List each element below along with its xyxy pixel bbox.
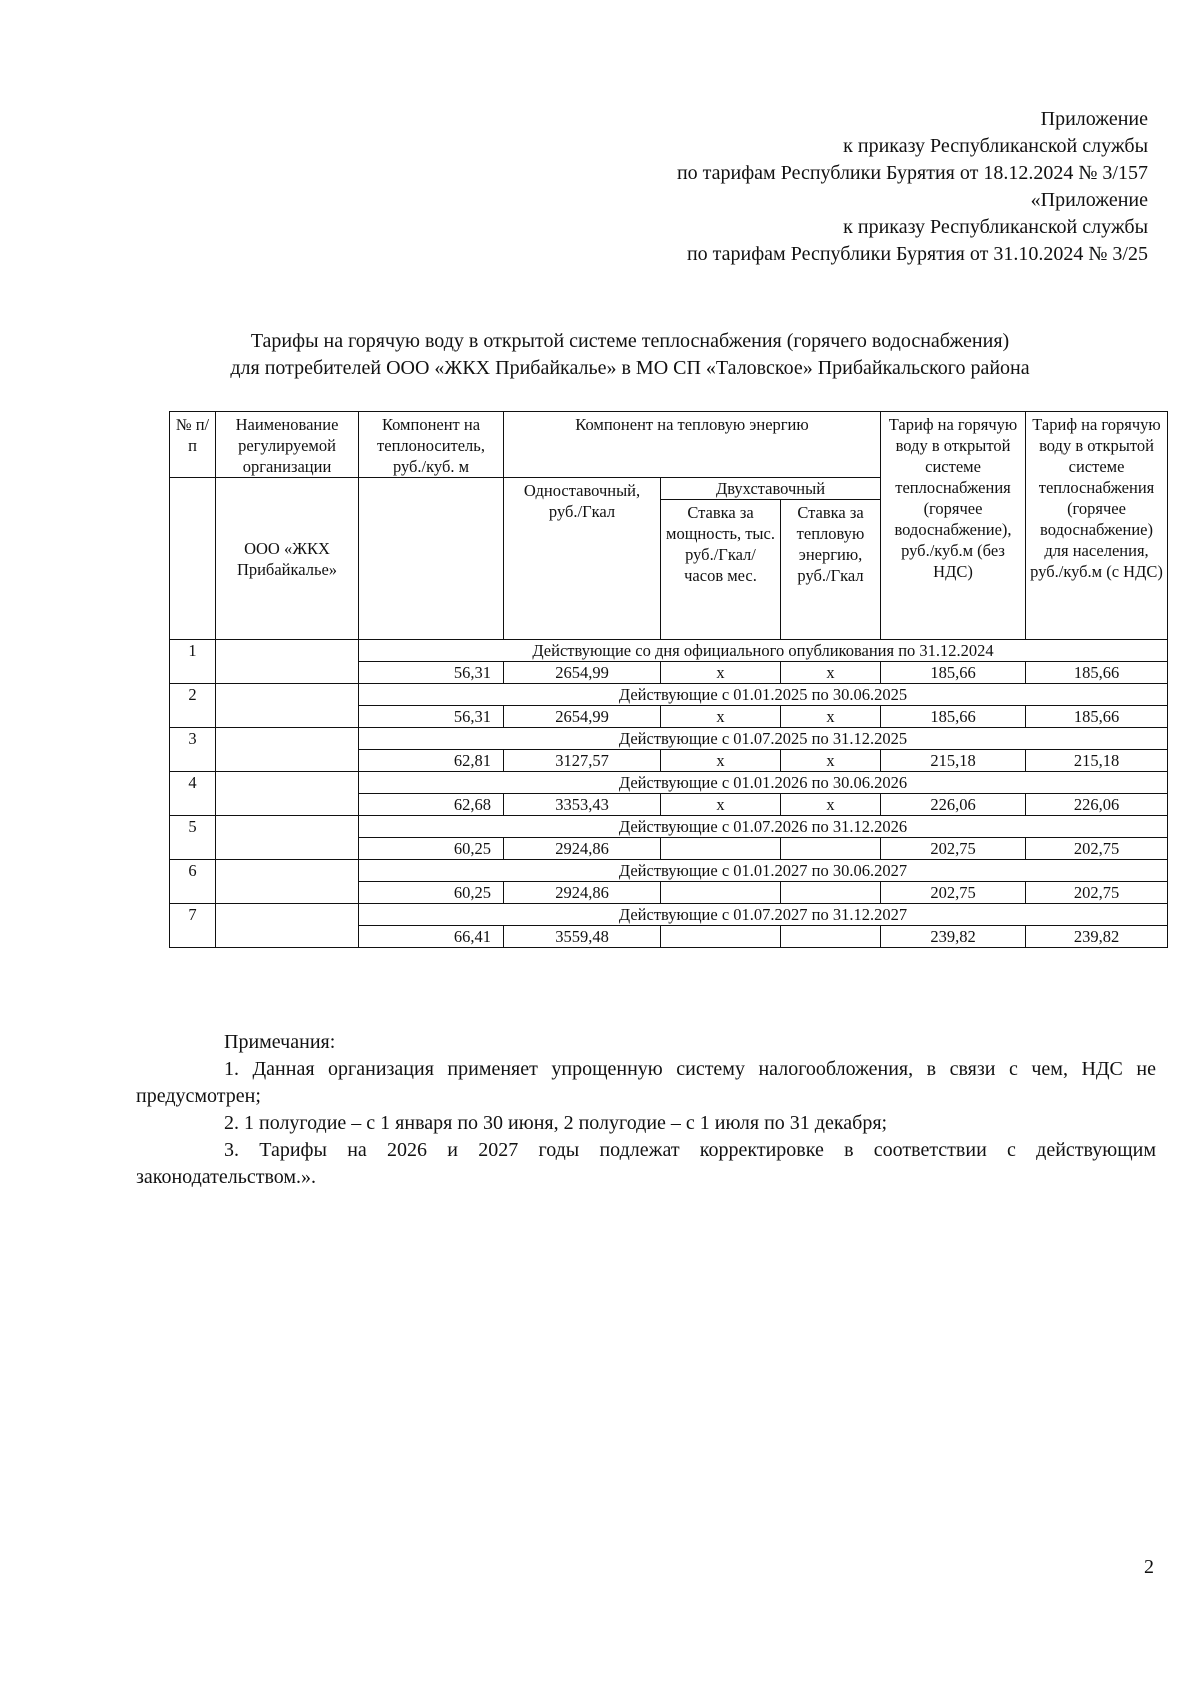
table-cell xyxy=(216,684,359,728)
page-number: 2 xyxy=(1144,1556,1154,1578)
tariffs-table xyxy=(169,411,1168,948)
row-period: Действующие с 01.01.2026 по 30.06.2026 xyxy=(359,772,1168,794)
tariff-population-value: 215,18 xyxy=(1026,750,1168,772)
table-row xyxy=(170,904,1168,926)
note-item: 2. 1 полугодие – с 1 января по 30 июня, 2 полугодие – с 1 июля по 31 декабря; xyxy=(224,1112,888,1134)
energy-rate-value xyxy=(781,882,881,904)
header-single-rate: Одноставочный, руб./Гкал xyxy=(504,478,661,640)
single-rate-value: 2924,86 xyxy=(504,882,661,904)
tariff-value: 202,75 xyxy=(881,882,1026,904)
row-period: Действующие со дня официального опубликования по 31.12.2024 xyxy=(359,640,1168,662)
single-rate-value: 2654,99 xyxy=(504,706,661,728)
tariff-value: 202,75 xyxy=(881,838,1026,860)
row-num: 5 xyxy=(170,816,216,860)
table-cell xyxy=(216,728,359,772)
row-num: 4 xyxy=(170,772,216,816)
notes-heading: Примечания: xyxy=(224,1031,336,1053)
capacity-rate-value: х xyxy=(661,750,781,772)
table-cell xyxy=(170,478,216,640)
row-period: Действующие с 01.01.2025 по 30.06.2025 xyxy=(359,684,1168,706)
single-rate-value: 3127,57 xyxy=(504,750,661,772)
header-energy: Компонент на тепловую энергию xyxy=(504,412,881,478)
carrier-value: 62,68 xyxy=(359,794,504,816)
row-num: 3 xyxy=(170,728,216,772)
table-cell xyxy=(359,478,504,640)
tariff-value: 185,66 xyxy=(881,706,1026,728)
carrier-value: 56,31 xyxy=(359,706,504,728)
energy-rate-value xyxy=(781,926,881,948)
header-two-rate: Двухставочный xyxy=(661,478,881,500)
tariff-population-value: 202,75 xyxy=(1026,882,1168,904)
single-rate-value: 3353,43 xyxy=(504,794,661,816)
capacity-rate-value: х xyxy=(661,706,781,728)
row-num: 6 xyxy=(170,860,216,904)
capacity-rate-value: х xyxy=(661,794,781,816)
document-title xyxy=(100,328,1160,382)
carrier-value: 62,81 xyxy=(359,750,504,772)
carrier-value: 60,25 xyxy=(359,882,504,904)
energy-rate-value xyxy=(781,838,881,860)
energy-rate-value: х xyxy=(781,794,881,816)
tariff-population-value: 185,66 xyxy=(1026,706,1168,728)
energy-rate-value: х xyxy=(781,750,881,772)
header-carrier: Компонент на теплоноситель, руб./куб. м xyxy=(359,412,504,478)
header-block xyxy=(677,106,1148,268)
header-num: № п/п xyxy=(170,412,216,478)
header-line: к приказу Республиканской службы xyxy=(843,216,1148,238)
header-line: по тарифам Республики Бурятия от 18.12.2024 № 3/157 xyxy=(676,162,1148,184)
row-period: Действующие с 01.07.2027 по 31.12.2027 xyxy=(359,904,1168,926)
notes-section xyxy=(136,1029,1156,1191)
header-capacity-rate: Ставка за мощность, тыс. руб./Гкал/ часов мес. xyxy=(661,500,781,640)
tariff-population-value: 239,82 xyxy=(1026,926,1168,948)
row-num: 2 xyxy=(170,684,216,728)
table-row xyxy=(170,772,1168,794)
tariff-value: 185,66 xyxy=(881,662,1026,684)
title-line-1: Тарифы на горячую воду в открытой системе теплоснабжения (горячего водоснабжения) xyxy=(250,330,1010,352)
row-period: Действующие с 01.07.2026 по 31.12.2026 xyxy=(359,816,1168,838)
header-line: к приказу Республиканской службы xyxy=(843,135,1148,157)
table-row xyxy=(170,860,1168,882)
tariff-value: 226,06 xyxy=(881,794,1026,816)
carrier-value: 60,25 xyxy=(359,838,504,860)
row-num: 7 xyxy=(170,904,216,948)
row-period: Действующие с 01.07.2025 по 31.12.2025 xyxy=(359,728,1168,750)
carrier-value: 66,41 xyxy=(359,926,504,948)
table-row xyxy=(170,816,1168,838)
note-item: 3. Тарифы на 2026 и 2027 годы подлежат корректировке в соответствии с действующим законодательством.». xyxy=(136,1139,1156,1188)
tariff-population-value: 202,75 xyxy=(1026,838,1168,860)
table-cell xyxy=(216,772,359,816)
single-rate-value: 3559,48 xyxy=(504,926,661,948)
header-org-name: Наименование регулируемой организации xyxy=(216,412,359,478)
tariff-population-value: 226,06 xyxy=(1026,794,1168,816)
row-period: Действующие с 01.01.2027 по 30.06.2027 xyxy=(359,860,1168,882)
energy-rate-value: х xyxy=(781,706,881,728)
single-rate-value: 2654,99 xyxy=(504,662,661,684)
tariff-value: 239,82 xyxy=(881,926,1026,948)
capacity-rate-value: х xyxy=(661,662,781,684)
table-row xyxy=(170,728,1168,750)
header-line: по тарифам Республики Бурятия от 31.10.2024 № 3/25 xyxy=(686,243,1148,265)
capacity-rate-value xyxy=(661,926,781,948)
table-row xyxy=(170,640,1168,662)
tariff-population-value: 185,66 xyxy=(1026,662,1168,684)
table-cell xyxy=(216,860,359,904)
carrier-value: 56,31 xyxy=(359,662,504,684)
table-header-row xyxy=(170,412,1168,478)
single-rate-value: 2924,86 xyxy=(504,838,661,860)
table-row xyxy=(170,684,1168,706)
capacity-rate-value xyxy=(661,882,781,904)
table-cell xyxy=(216,640,359,684)
table-cell xyxy=(216,904,359,948)
header-line: «Приложение xyxy=(1030,189,1148,211)
organization-name: ООО «ЖКХ Прибайкалье» xyxy=(216,478,359,640)
table-cell xyxy=(216,816,359,860)
title-line-2: для потребителей ООО «ЖКХ Прибайкалье» в МО СП «Таловское» Прибайкальского района xyxy=(230,357,1030,379)
capacity-rate-value xyxy=(661,838,781,860)
header-tariff-no-vat: Тариф на горячую воду в открытой системе теплоснабжения (горячее водоснабжение), руб./куб.м (без НДС) xyxy=(881,412,1026,640)
note-item: 1. Данная организация применяет упрощенную систему налогообложения, в связи с чем, НДС не предусмотрен; xyxy=(136,1058,1156,1107)
energy-rate-value: х xyxy=(781,662,881,684)
header-energy-rate: Ставка за тепловую энергию, руб./Гкал xyxy=(781,500,881,640)
header-line: Приложение xyxy=(1040,108,1148,130)
tariff-value: 215,18 xyxy=(881,750,1026,772)
header-tariff-population: Тариф на горячую воду в открытой системе теплоснабжения (горячее водоснабжение) для населения, руб./куб.м (с НДС) xyxy=(1026,412,1168,640)
row-num: 1 xyxy=(170,640,216,684)
